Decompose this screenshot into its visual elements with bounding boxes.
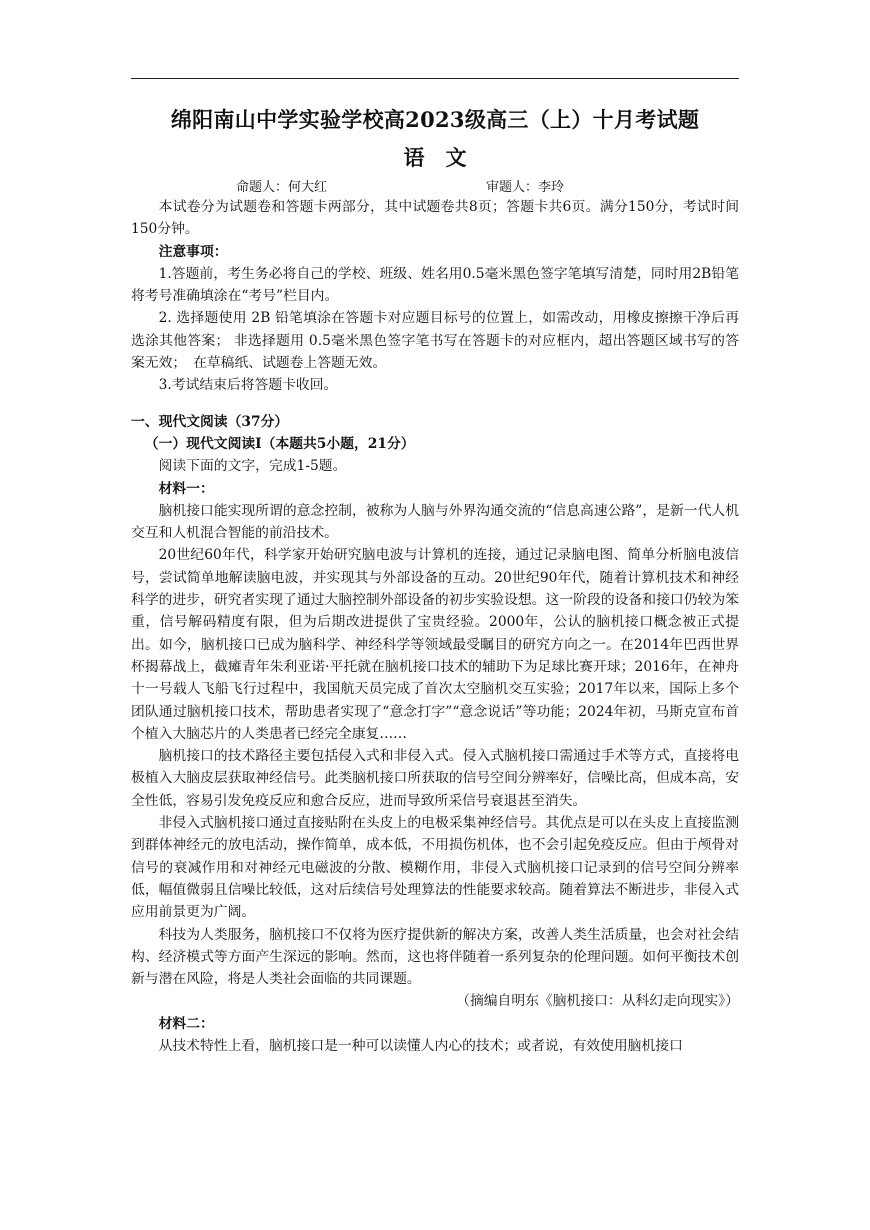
material-label: 材料一： <box>158 480 214 497</box>
exam-body <box>131 196 739 1057</box>
reviewer: 审题人：李玲 <box>486 180 565 195</box>
note-item: 2. 选择题使用 2B 铅笔填涂在答题卡对应题目标号的位置上，如需改动，用橡皮擦擦干净后再选涂其他答案； 非选择题用 0.5毫米黑色签字笔书写在答题卡的对应框内，超出答题区域书写的答案无效； 在草稿纸、试题卷上答题无效。 <box>131 310 739 372</box>
material-paragraph: 从技术特性上看，脑机接口是一种可以读懂人内心的技术；或者说，有效使用脑机接口 <box>158 1037 683 1054</box>
notes-heading: 注意事项： <box>158 243 228 260</box>
material-paragraph: 脑机接口的技术路径主要包括侵入式和非侵入式。侵入式脑机接口需通过手术等方式，直接将电极植入大脑皮层获取神经信号。此类脑机接口所获取的信号空间分辨率好，信噪比高，但成本高，安全性低，容易引发免疫反应和愈合反应，进而导致所采信号衰退甚至消失。 <box>131 748 739 809</box>
material-source: （摘编自明东《脑机接口：从科幻走向现实》） <box>456 993 739 1010</box>
material-paragraph: 20世纪60年代，科学家开始研究脑电波与计算机的连接，通过记录脑电图、简单分析脑电波信号，尝试简单地解读脑电波，并实现其与外部设备的互动。20世纪90年代，随着计算机技术和神经科学的进步，研究者实现了通过大脑控制外部设备的初步实验设想。这一阶段的设备和接口仍较为笨重，信号解码精度有限，但为后期改进提供了宝贵经验。2000年，公认的脑机接口概念被正式提出。如今，脑机接口已成为脑科学、神经科学等领域最受瞩目的研究方向之一。在2014年巴西世界杯揭幕战上，截瘫青年朱利亚诺·平托就在脑机接口技术的辅助下为足球比赛开球；2016年，在神舟十一号载人飞船飞行过程中，我国航天员完成了首次太空脑机交互实验；2017年以来，国际上多个团队通过脑机接口技术，帮助患者实现了“意念打字”“意念说话”等功能；2024年初，马斯克宣布首个植入大脑芯片的人类患者已经完全康复…… <box>131 547 739 742</box>
reading-instruction: 阅读下面的文字，完成1-5题。 <box>158 458 347 475</box>
exam-title: 绵阳南山中学实验学校高2023级高三（上）十月考试题 <box>170 107 700 132</box>
material-paragraph: 非侵入式脑机接口通过直接贴附在头皮上的电极采集神经信号。其优点是可以在头皮上直接监测到群体神经元的放电活动，操作简单，成本低，不用损伤机体，也不会引起免疫反应。但由于颅骨对信号的衰减作用和对神经元电磁波的分散、模糊作用，非侵入式脑机接口记录到的信号空间分辨率低，幅值微弱且信噪比较低，这对后续信号处理算法的性能要求较高。随着算法不断进步，非侵入式应用前景更为广阔。 <box>131 815 739 921</box>
note-item: 1.答题前，考生务必将自己的学校、班级、姓名用0.5毫米黑色签字笔填写清楚，同时用2B铅笔将考号准确填涂在“考号”栏目内。 <box>131 265 739 305</box>
subsection-heading: （一）现代文阅读Ⅰ（本题共5小题，21分） <box>144 435 415 452</box>
header-rule <box>131 78 739 79</box>
intro-paragraph: 本试卷分为试题卷和答题卡两部分，其中试题卷共8页；答题卡共6页。满分150分，考试时间150分钟。 <box>131 199 739 238</box>
material-paragraph: 脑机接口能实现所谓的意念控制，被称为人脑与外界沟通交流的“信息高速公路”，是新一代人机交互和人机混合智能的前沿技术。 <box>131 502 739 542</box>
subject-title: 语 文 <box>403 145 467 170</box>
authors-line <box>131 176 739 194</box>
setter: 命题人：何大红 <box>236 180 328 195</box>
spacer <box>131 397 739 411</box>
note-item: 3.考试结束后将答题卡收回。 <box>158 377 338 394</box>
material-label: 材料二： <box>158 1015 214 1032</box>
material-paragraph: 科技为人类服务，脑机接口不仅将为医疗提供新的解决方案，改善人类生活质量，也会对社会结构、经济模式等方面产生深远的影响。然而，这也将伴随着一系列复杂的伦理问题。如何平衡技术创新与潜在风险，将是人类社会面临的共同课题。 <box>131 926 739 988</box>
section-heading: 一、现代文阅读（37分） <box>131 413 289 430</box>
